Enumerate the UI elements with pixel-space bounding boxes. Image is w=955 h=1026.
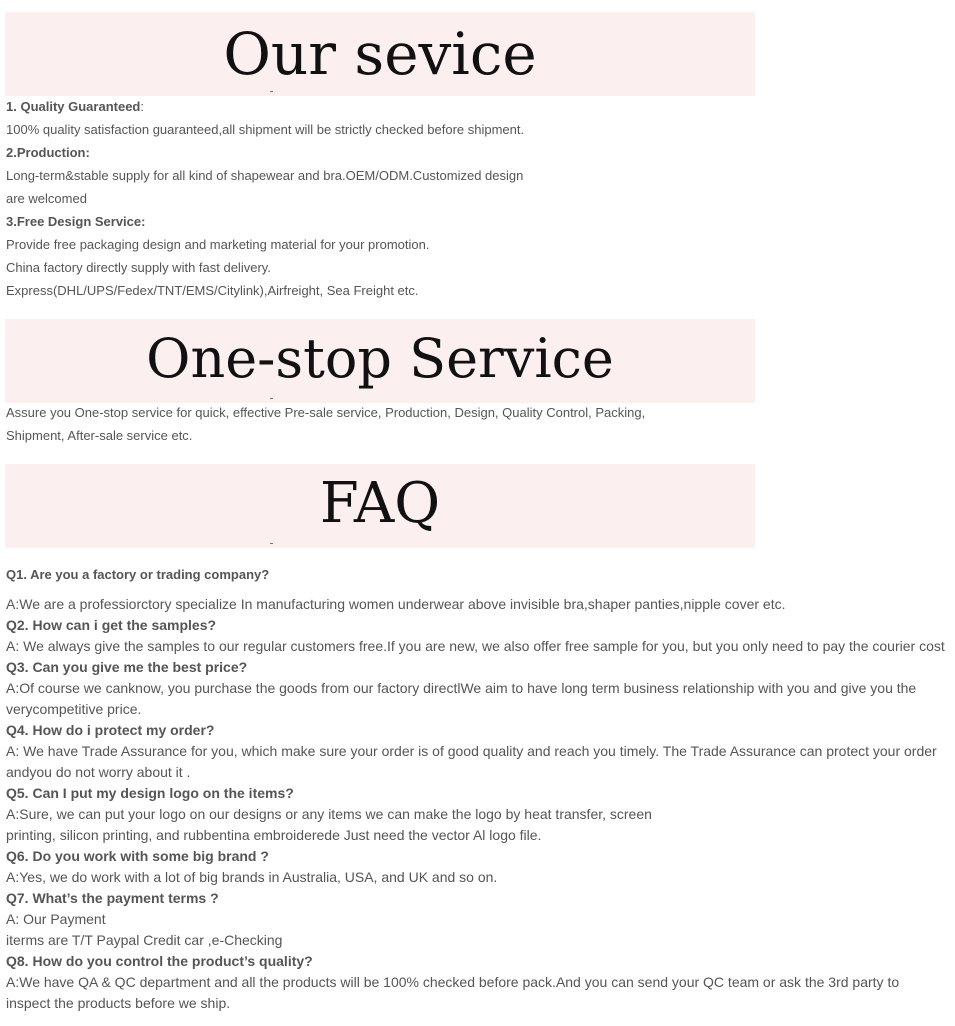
faq-answer-6: A:Yes, we do work with a lot of big brands in Australia, USA, and UK and so on. — [6, 869, 498, 885]
faq-question-1: Q1. Are you a factory or trading company? — [6, 567, 270, 582]
faq-answer-5-line-2: printing, silicon printing, and rubbentina embroiderede Just need the vector Al logo file. — [6, 827, 542, 843]
one-stop-text-2: Shipment, After-sale service etc. — [6, 428, 193, 443]
faq-answer-5-line-1: A:Sure, we can put your logo on our designs or any items we can make the logo by heat transfer, screen — [6, 806, 652, 822]
our-service-title: Our sevice — [223, 20, 537, 88]
banner-dash — [270, 91, 273, 92]
faq-answer-4-line-2: andyou do not worry about it . — [6, 764, 191, 780]
faq-question-5: Q5. Can I put my design logo on the items? — [6, 785, 294, 801]
faq-question-8: Q8. How do you control the product’s quality? — [6, 953, 313, 969]
production-heading: 2.Production: — [6, 145, 90, 160]
production-text-1: Long-term&stable supply for all kind of shapewear and bra.OEM/ODM.Customized design — [6, 168, 524, 183]
one-stop-banner — [5, 319, 755, 403]
one-stop-title: One-stop Service — [146, 327, 614, 390]
faq-answer-3-line-1: A:Of course we canknow, you purchase the goods from our factory directlWe aim to have long term business relationship with you and give you the — [6, 680, 917, 696]
quality-text: 100% quality satisfaction guaranteed,all shipment will be strictly checked before shipment. — [6, 122, 525, 137]
faq-answer-1: A:We are a professiorctory specialize In manufacturing women underwear above invisible bra,shaper panties,nipple cover etc. — [6, 596, 786, 612]
faq-answer-8-line-1: A:We have QA & QC department and all the products will be 100% checked before pack.And you can send your QC team or ask the 3rd party to — [6, 974, 900, 990]
faq-answer-3-line-2: verycompetitive price. — [6, 701, 142, 717]
faq-question-6: Q6. Do you work with some big brand ? — [6, 848, 269, 864]
design-text-3: Express(DHL/UPS/Fedex/TNT/EMS/Citylink),Airfreight, Sea Freight etc. — [6, 283, 419, 298]
banner-dash — [270, 398, 273, 399]
faq-question-2: Q2. How can i get the samples? — [6, 617, 217, 633]
quality-heading — [6, 99, 144, 115]
faq-answer-2: A: We always give the samples to our regular customers free.If you are new, we also offer free sample for you, but you only need to pay the courier cost — [6, 638, 945, 654]
faq-question-4: Q4. How do i protect my order? — [6, 722, 215, 738]
banner-dash — [270, 543, 273, 544]
quality-heading-text: 1. Quality Guaranteed — [6, 99, 141, 114]
faq-question-3: Q3. Can you give me the best price? — [6, 659, 248, 675]
one-stop-text-1: Assure you One-stop service for quick, effective Pre-sale service, Production, Design, Quality Control, Packing, — [6, 405, 646, 420]
design-text-1: Provide free packaging design and marketing material for your promotion. — [6, 237, 430, 252]
design-text-2: China factory directly supply with fast delivery. — [6, 260, 271, 275]
quality-heading-colon: : — [140, 99, 144, 114]
production-text-2: are welcomed — [6, 191, 87, 206]
faq-answer-7-line-1: A: Our Payment — [6, 911, 106, 927]
faq-title: FAQ — [319, 471, 441, 536]
design-heading: 3.Free Design Service: — [6, 214, 146, 229]
our-service-banner — [5, 12, 755, 96]
faq-answer-4-line-1: A: We have Trade Assurance for you, which make sure your order is of good quality and reach you timely. The Trade Assurance can protect your order — [6, 743, 937, 759]
faq-answer-7-line-2: iterms are T/T Paypal Credit car ,e-Checking — [6, 932, 283, 948]
faq-answer-8-line-2: inspect the products before we ship. — [6, 995, 231, 1011]
faq-question-7: Q7. What’s the payment terms ? — [6, 890, 219, 906]
faq-banner — [5, 464, 755, 548]
